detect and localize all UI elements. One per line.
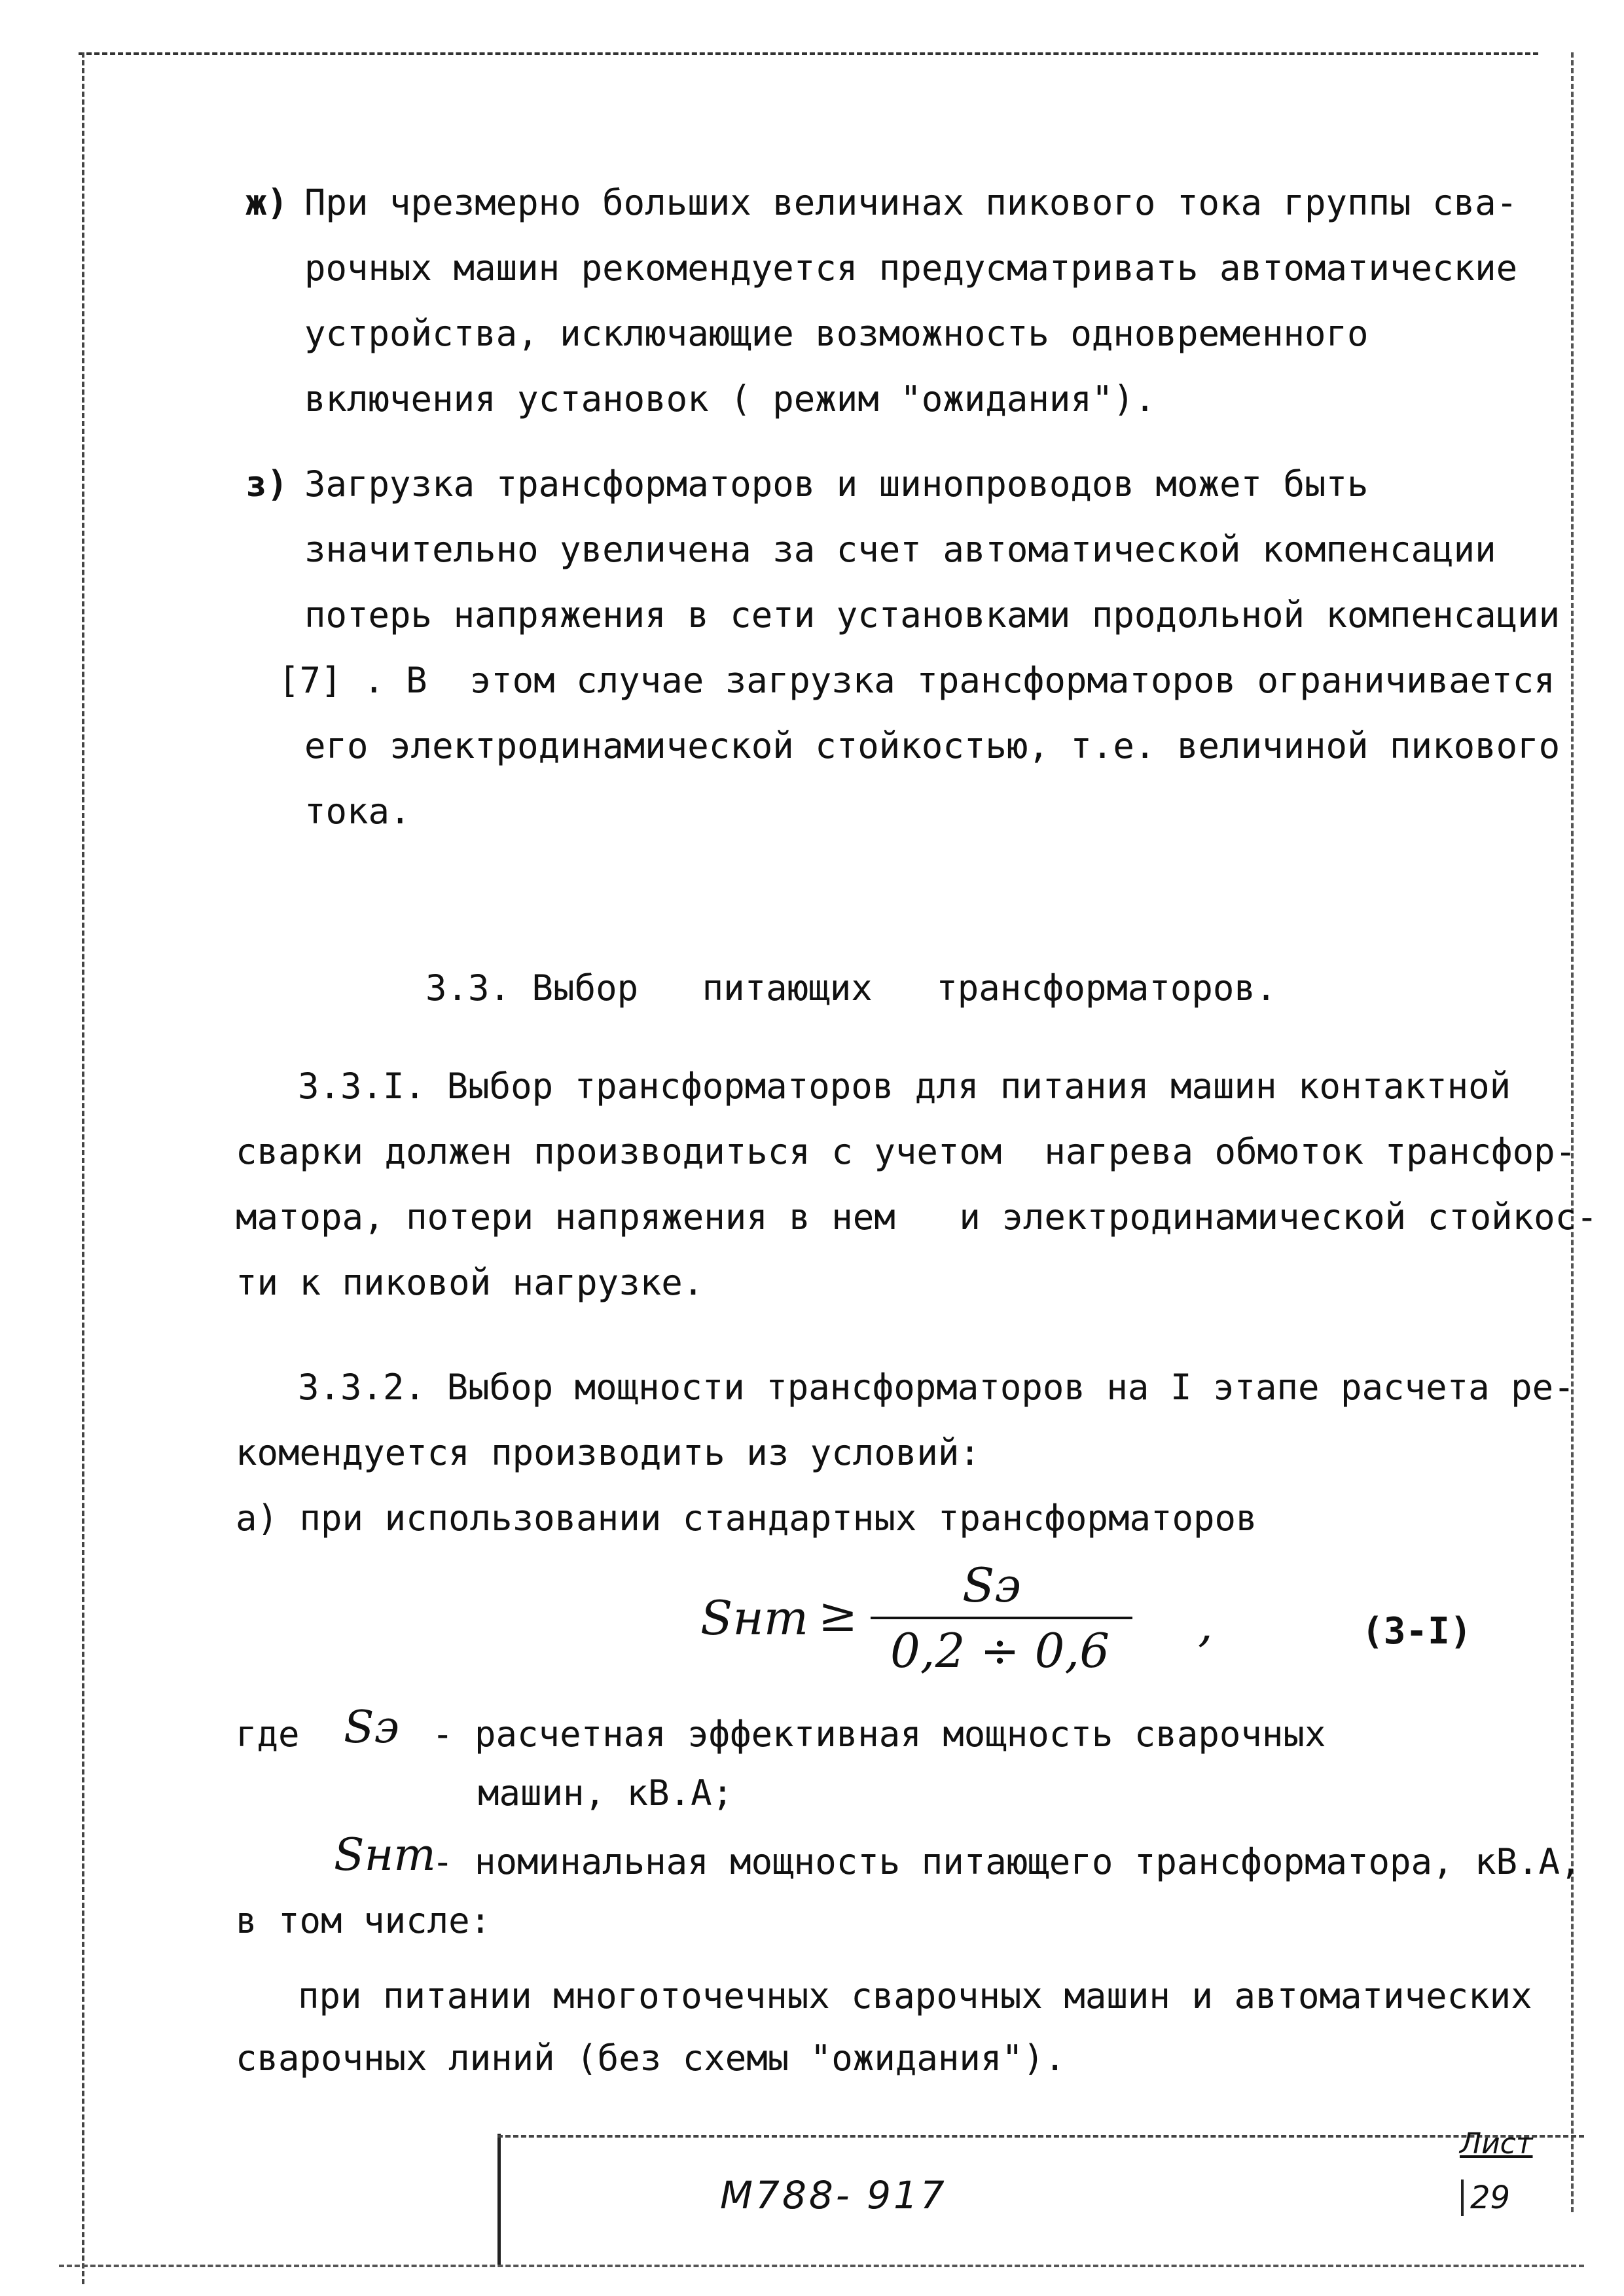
item-zh-line-4: включения установок ( режим "ожидания"). — [304, 378, 1156, 420]
snt-definition: - номинальная мощность питающего трансформатора, кВ.А, — [432, 1841, 1581, 1882]
formula-denominator: 0,2 ÷ 0,6 — [890, 1623, 1110, 1678]
item-z-marker: з) — [245, 463, 289, 505]
para-last-line-1: при питании многоточечных сварочных машин и автоматических — [298, 1975, 1532, 2017]
sheet-label: Лист — [1460, 2127, 1533, 2161]
title-block-top-line — [497, 2135, 1584, 2138]
frame-left-line — [82, 52, 84, 2284]
para-331-line-4: ти к пиковой нагрузке. — [236, 1262, 704, 1303]
section-heading: 3.3. Выбор питающих трансформаторов. — [425, 967, 1277, 1009]
item-z-line-3: потерь напряжения в сети установками продольной компенсации — [304, 594, 1561, 636]
sheet-number: 29 — [1461, 2179, 1510, 2216]
where-label: где — [236, 1713, 300, 1755]
formula-numerator: Sэ — [962, 1558, 1021, 1613]
item-zh-line-2: рочных машин рекомендуется предусматривать автоматические — [304, 247, 1518, 289]
para-last-line-2: сварочных линий (без схемы "ожидания"). — [236, 2037, 1066, 2079]
se-symbol: Sэ — [344, 1702, 399, 1753]
para-332-line-1: 3.3.2. Выбор мощности трансформаторов на I этапе расчета ре- — [298, 1367, 1575, 1408]
para-332-line-3: а) при использовании стандартных трансформаторов — [236, 1498, 1257, 1539]
para-331-line-2: сварки должен производиться с учетом нагрева обмоток трансфор- — [236, 1131, 1577, 1172]
item-z-line-6: тока. — [304, 791, 411, 832]
para-331-line-3: матора, потери напряжения в нем и электродинамической стойкос- — [236, 1196, 1598, 1238]
frame-bottom-line — [59, 2265, 1584, 2267]
para-331-line-1: 3.3.I. Выбор трансформаторов для питания машин контактной — [298, 1066, 1511, 1107]
item-z-line-4: [7] . В этом случае загрузка трансформаторов ограничивается — [278, 660, 1555, 701]
para-332-line-2: комендуется производить из условий: — [236, 1432, 981, 1473]
equation-number: (3-I) — [1362, 1610, 1472, 1653]
snt-symbol: Sнт — [334, 1829, 436, 1881]
formula-relation: ≥ — [818, 1587, 858, 1642]
se-definition-line-1: - расчетная эффективная мощность сварочных — [432, 1713, 1326, 1755]
formula-trailing-comma: , — [1198, 1597, 1213, 1652]
item-z-line-1: Загрузка трансформаторов и шинопроводов может быть — [304, 463, 1369, 505]
se-definition-line-2: машин, кВ.А; — [478, 1772, 734, 1814]
fraction-bar — [871, 1617, 1132, 1619]
formula-lhs: Sнт — [700, 1590, 809, 1645]
including-label: в том числе: — [236, 1900, 492, 1941]
item-zh-marker: ж) — [245, 182, 289, 223]
frame-top-line — [79, 52, 1538, 55]
document-code: М788- 917 — [720, 2173, 947, 2217]
title-block-divider — [497, 2134, 501, 2265]
item-zh-line-1: При чрезмерно больших величинах пикового тока группы сва- — [304, 182, 1518, 223]
item-zh-line-3: устройства, исключающие возможность одновременного — [304, 313, 1369, 354]
item-z-line-5: его электродинамической стойкостью, т.е. величиной пикового — [304, 725, 1561, 766]
item-z-line-2: значительно увеличена за счет автоматической компенсации — [304, 529, 1496, 570]
